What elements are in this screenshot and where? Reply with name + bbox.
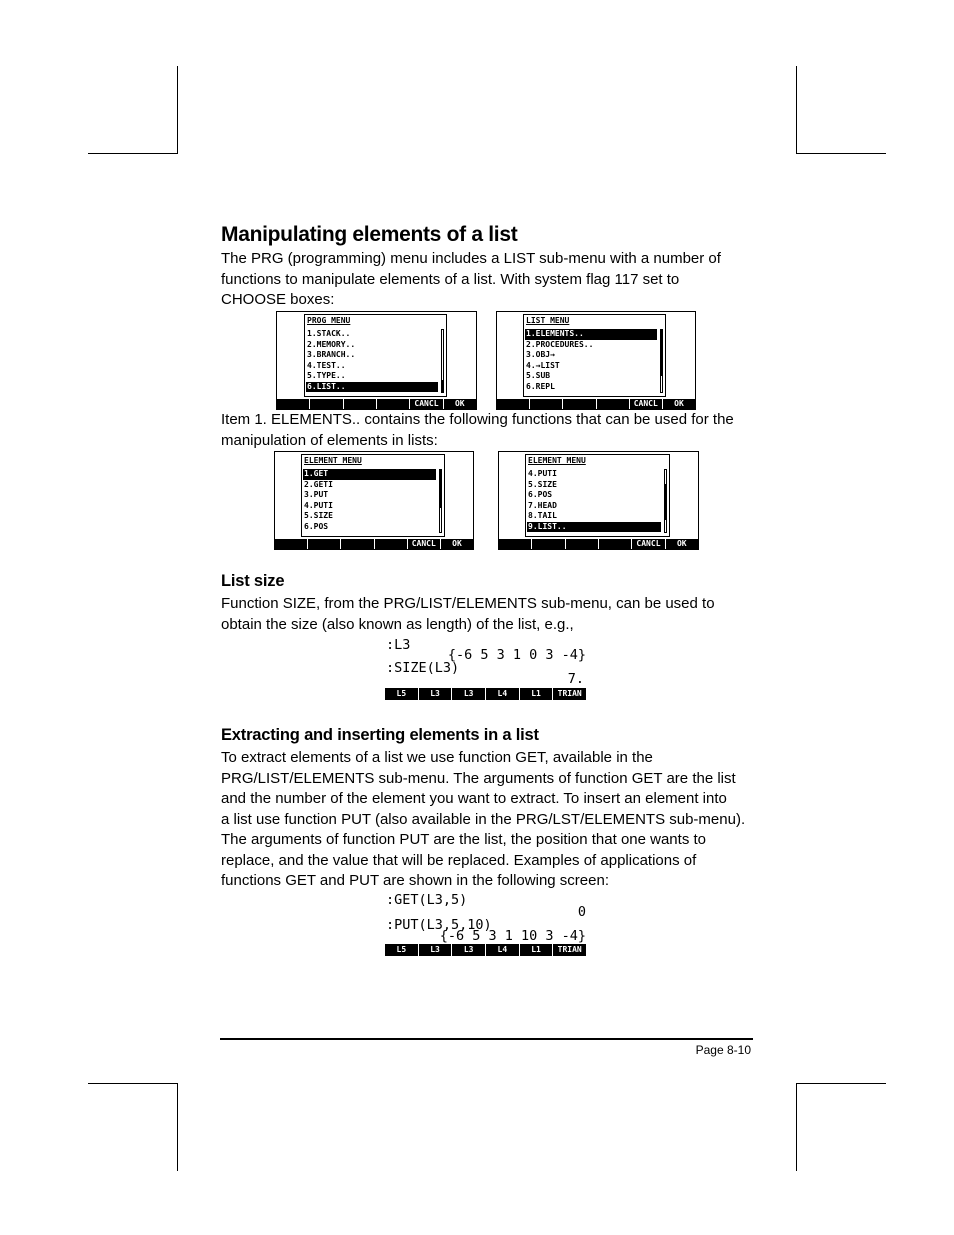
soft-key[interactable]: L4 xyxy=(485,944,519,956)
soft-key-cancel[interactable]: CANCL xyxy=(407,539,440,549)
stack-line: :GET(L3,5) xyxy=(386,892,468,908)
soft-key[interactable]: L3 xyxy=(418,688,452,700)
scroll-thumb[interactable] xyxy=(665,484,666,520)
text-line: and the number of the element you want to extract. To insert an element into xyxy=(221,790,727,807)
text-line: PRG/LIST/ELEMENTS sub-menu. The arguments of function GET are the list xyxy=(221,769,736,787)
choose-item[interactable]: 4.PUTI xyxy=(304,500,333,510)
crop-mark xyxy=(177,66,178,154)
choose-title: ELEMENT MENU xyxy=(528,456,586,465)
soft-key[interactable] xyxy=(277,399,309,409)
choose-item[interactable]: 2.GETI xyxy=(304,479,333,489)
elements-paragraph xyxy=(221,410,751,451)
soft-key[interactable]: L4 xyxy=(485,688,519,700)
choose-item[interactable]: 4.TEST.. xyxy=(307,360,346,370)
crop-mark xyxy=(88,153,177,154)
calc-screen-element-menu-2 xyxy=(498,451,699,550)
soft-key[interactable]: TRIAN xyxy=(552,944,586,956)
footer-rule xyxy=(220,1038,753,1040)
choose-item-selected[interactable]: 9.LIST.. xyxy=(527,522,661,533)
scrollbar[interactable] xyxy=(660,329,663,393)
soft-menu-bar xyxy=(385,688,586,700)
choose-item[interactable]: 6.POS xyxy=(304,521,329,531)
soft-key[interactable] xyxy=(497,399,529,409)
soft-menu-bar xyxy=(275,539,473,549)
soft-key[interactable]: L5 xyxy=(396,689,407,698)
page-number: Page 8-10 xyxy=(695,1043,751,1057)
stack-line: {-6 5 3 1 10 3 -4} xyxy=(439,928,586,944)
scrollbar[interactable] xyxy=(441,329,444,393)
text-line: Item 1. ELEMENTS.. contains the following functions that can be used for the xyxy=(221,411,734,428)
choose-title: LIST MENU xyxy=(526,316,570,325)
soft-key[interactable] xyxy=(531,539,564,549)
soft-key[interactable] xyxy=(275,539,307,549)
section-heading-list-size: List size xyxy=(221,572,285,590)
page-heading: Manipulating elements of a list xyxy=(221,223,518,246)
text-line: a list use function PUT (also available in the PRG/LST/ELEMENTS sub-menu). xyxy=(221,810,746,828)
stack-line: 7. xyxy=(567,671,584,687)
soft-key[interactable] xyxy=(374,539,407,549)
choose-box xyxy=(525,454,670,537)
soft-key-cancel[interactable]: CANCL xyxy=(631,539,664,549)
text-line: functions to manipulate elements of a list. With system flag 117 set to xyxy=(221,270,680,288)
choose-item[interactable]: 5.SIZE xyxy=(304,511,333,520)
choose-item[interactable]: 3.PUT xyxy=(304,490,329,499)
choose-item[interactable]: 2.PROCEDURES.. xyxy=(526,339,594,349)
choose-box xyxy=(523,314,666,397)
calc-screen-prog-menu xyxy=(276,311,477,410)
soft-key[interactable] xyxy=(309,399,342,409)
choose-item[interactable]: 3.OBJ→ xyxy=(526,350,555,359)
soft-key[interactable]: L3 xyxy=(418,944,452,956)
crop-mark xyxy=(796,66,797,154)
stack-line: :SIZE(L3) xyxy=(386,660,460,676)
choose-title: PROG MENU xyxy=(307,316,351,325)
text-line: The arguments of function PUT are the list, the position that one wants to xyxy=(221,831,706,848)
choose-item-selected[interactable]: 1.ELEMENTS.. xyxy=(525,329,657,340)
soft-key-ok[interactable]: OK xyxy=(665,539,698,549)
crop-mark xyxy=(88,1083,177,1084)
soft-key-ok[interactable]: OK xyxy=(443,399,476,409)
soft-key[interactable] xyxy=(343,399,376,409)
text-line: To extract elements of a list we use function GET, available in the xyxy=(221,749,653,766)
choose-box xyxy=(304,314,447,397)
extracting-paragraph xyxy=(221,748,751,892)
stack-line: {-6 5 3 1 0 3 -4} xyxy=(447,647,586,663)
soft-key[interactable] xyxy=(499,539,531,549)
soft-key[interactable]: L3 xyxy=(451,688,485,700)
choose-item[interactable]: 2.MEMORY.. xyxy=(307,339,356,349)
choose-item[interactable]: 5.SUB xyxy=(526,371,551,380)
soft-key[interactable] xyxy=(596,399,629,409)
soft-key[interactable] xyxy=(562,399,595,409)
list-size-paragraph xyxy=(221,594,751,635)
choose-item[interactable]: 7.HEAD xyxy=(528,500,557,510)
choose-item[interactable]: 6.POS xyxy=(528,490,553,499)
text-line: replace, and the value that will be replaced. Examples of applications of xyxy=(221,851,697,869)
choose-box xyxy=(301,454,445,537)
crop-mark xyxy=(797,153,886,154)
text-line: manipulation of elements in lists: xyxy=(221,431,438,449)
soft-menu-bar xyxy=(277,399,476,409)
calc-screen-get-put-example xyxy=(385,892,586,956)
soft-menu-bar xyxy=(497,399,695,409)
choose-item[interactable]: 1.STACK.. xyxy=(307,329,351,338)
soft-key-cancel[interactable]: CANCL xyxy=(629,399,662,409)
text-line: obtain the size (also known as length) of the list, e.g., xyxy=(221,615,574,633)
intro-paragraph xyxy=(221,249,751,311)
scrollbar[interactable] xyxy=(439,469,442,533)
soft-key[interactable]: L3 xyxy=(451,944,485,956)
soft-menu-bar xyxy=(385,944,586,956)
soft-key[interactable] xyxy=(307,539,340,549)
text-line: The PRG (programming) menu includes a LIST sub-menu with a number of xyxy=(221,250,721,267)
soft-key[interactable] xyxy=(376,399,409,409)
text-line: CHOOSE boxes: xyxy=(221,291,335,308)
soft-key-ok[interactable]: OK xyxy=(440,539,473,549)
calc-screen-list-menu xyxy=(496,311,696,410)
scroll-thumb[interactable] xyxy=(440,470,441,508)
crop-mark xyxy=(177,1083,178,1171)
soft-key[interactable] xyxy=(598,539,631,549)
soft-key[interactable]: TRIAN xyxy=(552,688,586,700)
soft-key-ok[interactable]: OK xyxy=(662,399,695,409)
stack-line: :PUT(L3,5,10) xyxy=(386,917,492,933)
soft-key[interactable] xyxy=(565,539,598,549)
scroll-thumb[interactable] xyxy=(661,330,662,376)
soft-key[interactable]: L5 xyxy=(396,945,407,954)
stack-line: 0 xyxy=(577,904,586,920)
soft-key[interactable]: L1 xyxy=(519,944,553,956)
crop-mark xyxy=(796,1083,797,1171)
choose-item[interactable]: 3.BRANCH.. xyxy=(307,350,356,359)
choose-item[interactable]: 5.SIZE xyxy=(528,479,557,489)
choose-title: ELEMENT MENU xyxy=(304,456,362,465)
choose-item[interactable]: 4.→LIST xyxy=(526,360,560,370)
choose-item-selected[interactable]: 6.LIST.. xyxy=(306,382,438,393)
stack-line: :L3 xyxy=(386,637,411,653)
calc-screen-element-menu-1 xyxy=(274,451,474,550)
soft-key[interactable] xyxy=(529,399,562,409)
text-line: Function SIZE, from the PRG/LIST/ELEMENTS sub-menu, can be used to xyxy=(221,595,715,612)
choose-item[interactable]: 6.REPL xyxy=(526,381,555,391)
section-heading-extracting: Extracting and inserting elements in a list xyxy=(221,726,539,744)
text-line: functions GET and PUT are shown in the following screen: xyxy=(221,872,609,889)
scroll-thumb[interactable] xyxy=(442,380,443,392)
calc-screen-size-example xyxy=(385,636,586,700)
soft-menu-bar xyxy=(499,539,698,549)
soft-key[interactable] xyxy=(340,539,373,549)
choose-item[interactable]: 5.TYPE.. xyxy=(307,371,346,380)
soft-key-cancel[interactable]: CANCL xyxy=(409,399,442,409)
choose-item[interactable]: 4.PUTI xyxy=(528,469,557,478)
scrollbar[interactable] xyxy=(664,469,667,533)
choose-item[interactable]: 8.TAIL xyxy=(528,511,557,520)
crop-mark xyxy=(797,1083,886,1084)
choose-item-selected[interactable]: 1.GET xyxy=(303,469,436,480)
soft-key[interactable]: L1 xyxy=(519,688,553,700)
